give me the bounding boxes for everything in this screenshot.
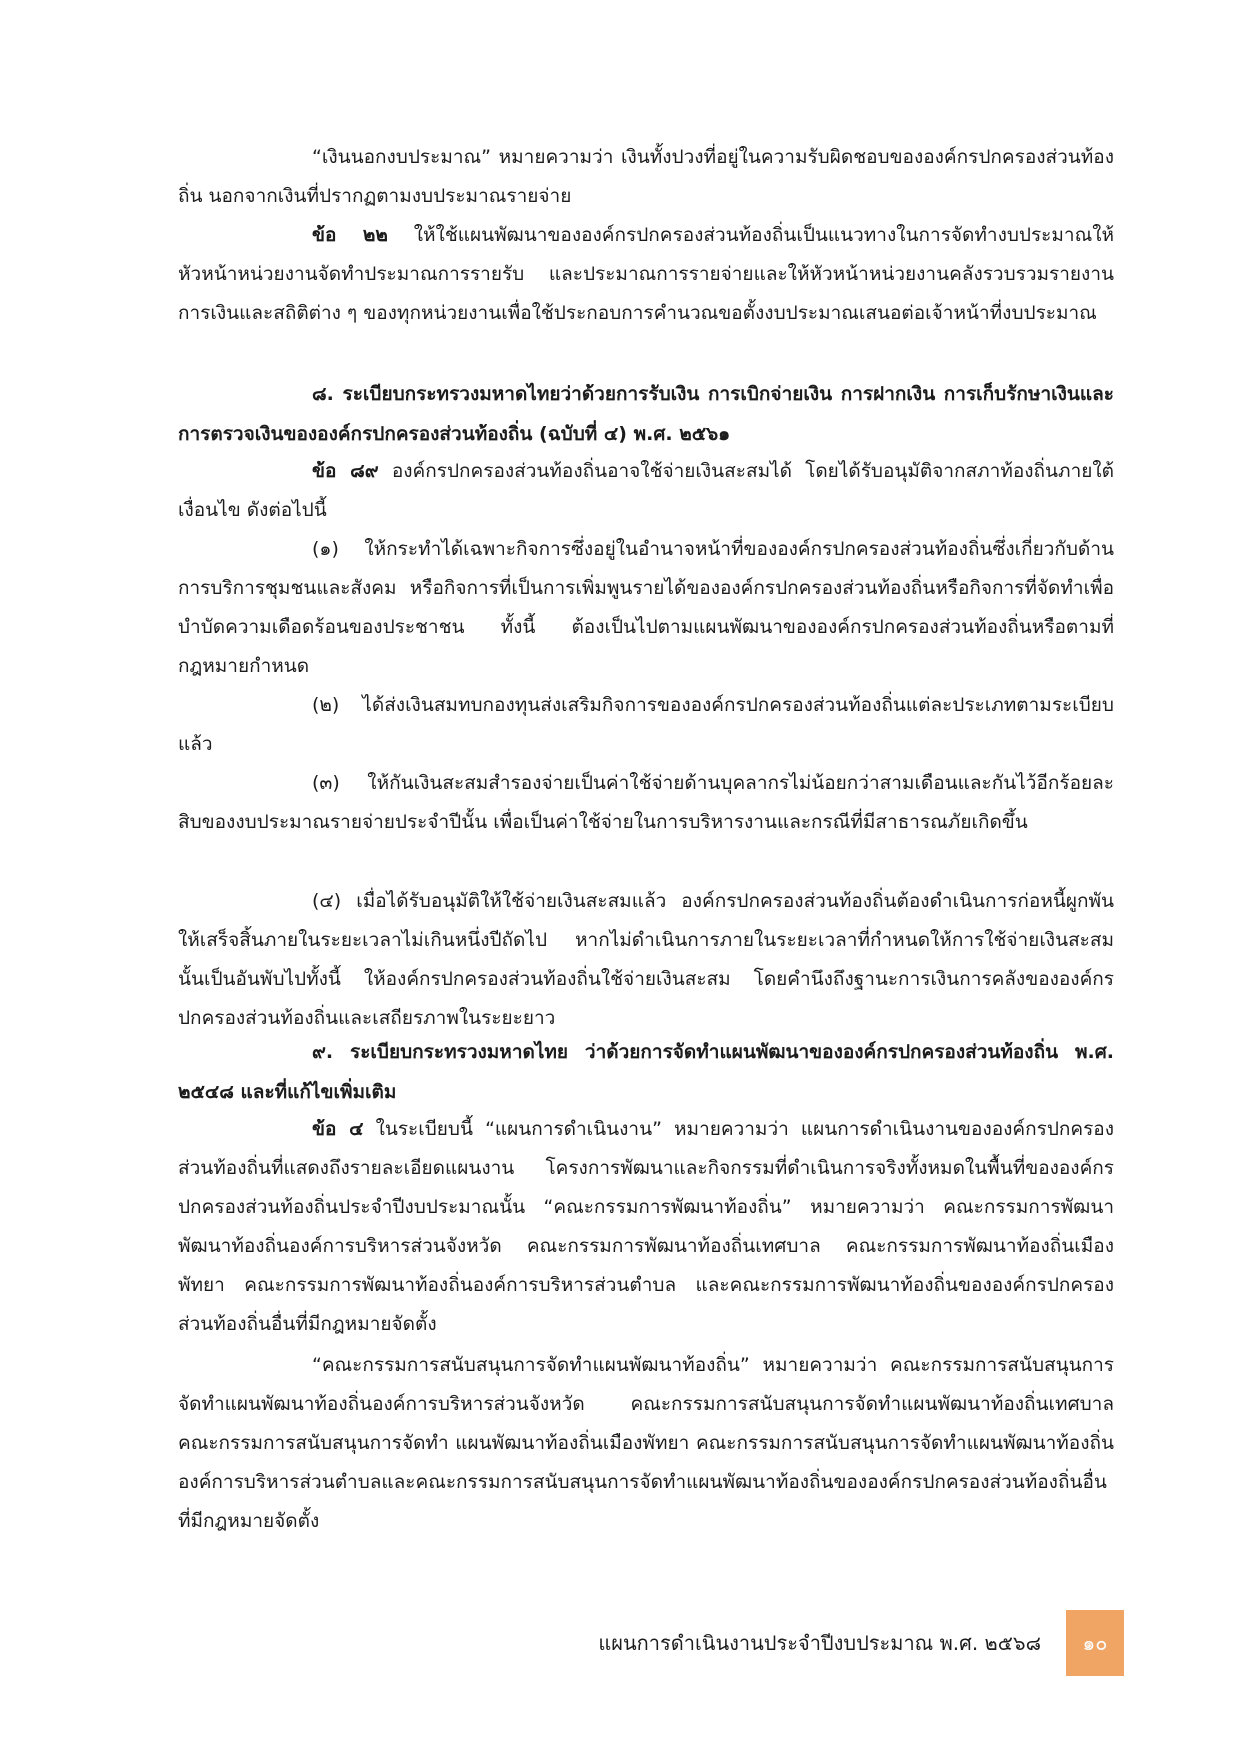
paragraph-item-4 — [178, 882, 1114, 1038]
section-heading-9: ๙. ระเบียบกระทรวงมหาดไทย ว่าด้วยการจัดทำแผนพัฒนาขององค์กรปกครองส่วนท้องถิ่น พ.ศ. ๒๕๔๘ และที่แก้ไขเพิ่มเติม — [178, 1041, 1114, 1103]
paragraph-item-1 — [178, 530, 1114, 686]
page-number-badge: ๑๐ — [1066, 1610, 1124, 1676]
paragraph-text: ให้ใช้แผนพัฒนาขององค์กรปกครองส่วนท้องถิ่นเป็นแนวทางในการจัดทำงบประมาณให้หัวหน้าหน่วยงานจัดทำประมาณการรายรับ และประมาณการรายจ่ายและให้หัวหน้าหน่วยงานคลังรวบรวมรายงานการเงินและสถิติต่าง ๆ ของทุกหน่วยงานเพื่อใช้ประกอบการคำนวณขอตั้งงบประมาณเสนอต่อเจ้าหน้าที่งบประมาณ — [178, 224, 1114, 324]
section-heading-8: ๘. ระเบียบกระทรวงมหาดไทยว่าด้วยการรับเงิน การเบิกจ่ายเงิน การฝากเงิน การเก็บรักษาเงินและการตรวจเงินขององค์กรปกครองส่วนท้องถิ่น (ฉบับที่ ๔) พ.ศ. ๒๕๖๑ — [178, 383, 1114, 445]
paragraph-clause-4 — [178, 1110, 1114, 1344]
paragraph-item-2 — [178, 686, 1114, 764]
clause-label: ข้อ ๔ — [312, 1118, 364, 1140]
paragraph-text: (๑) ให้กระทำได้เฉพาะกิจการซึ่งอยู่ในอำนาจหน้าที่ขององค์กรปกครองส่วนท้องถิ่นซึ่งเกี่ยวกับด้านการบริการชุมชนและสังคม หรือกิจการที่เป็นการเพิ่มพูนรายได้ขององค์กรปกครองส่วนท้องถิ่นหรือกิจการที่จัดทำเพื่อบำบัดความเดือดร้อนของประชาชน ทั้งนี้ ต้องเป็นไปตามแผนพัฒนาขององค์กรปกครองส่วนท้องถิ่นหรือตามที่กฎหมายกำหนด — [178, 538, 1114, 677]
paragraph-support-committee-definition — [178, 1346, 1114, 1541]
paragraph-item-3 — [178, 764, 1114, 842]
paragraph-text: “เงินนอกงบประมาณ” หมายความว่า เงินทั้งปวงที่อยู่ในความรับผิดชอบขององค์กรปกครองส่วนท้องถิ่น นอกจากเงินที่ปรากฏตามงบประมาณรายจ่าย — [178, 146, 1114, 207]
paragraph-off-budget-definition — [178, 138, 1114, 216]
paragraph-text: องค์กรปกครองส่วนท้องถิ่นอาจใช้จ่ายเงินสะสมได้ โดยได้รับอนุมัติจากสภาท้องถิ่นภายใต้เงื่อนไข ดังต่อไปนี้ — [178, 460, 1114, 521]
paragraph-text: (๒) ได้ส่งเงินสมทบกองทุนส่งเสริมกิจการขององค์กรปกครองส่วนท้องถิ่นแต่ละประเภทตามระเบียบแล้ว — [178, 694, 1114, 755]
paragraph-text: (๔) เมื่อได้รับอนุมัติให้ใช้จ่ายเงินสะสมแล้ว องค์กรปกครองส่วนท้องถิ่นต้องดำเนินการก่อหนี้ผูกพันให้เสร็จสิ้นภายในระยะเวลาไม่เกินหนึ่งปีถัดไป หากไม่ดำเนินการภายในระยะเวลาที่กำหนดให้การใช้จ่ายเงินสะสมนั้นเป็นอันพับไปทั้งนี้ ให้องค์กรปกครองส่วนท้องถิ่นใช้จ่ายเงินสะสม โดยคำนึงถึงฐานะการเงินการคลังขององค์กรปกครองส่วนท้องถิ่นและเสถียรภาพในระยะยาว — [178, 890, 1114, 1029]
paragraph-text: ในระเบียบนี้ “แผนการดำเนินงาน” หมายความว่า แผนการดำเนินงานขององค์กรปกครองส่วนท้องถิ่นที่แสดงถึงรายละเอียดแผนงาน โครงการพัฒนาและกิจกรรมที่ดำเนินการจริงทั้งหมดในพื้นที่ขององค์กรปกครองส่วนท้องถิ่นประจำปีงบประมาณนั้น “คณะกรรมการพัฒนาท้องถิ่น” หมายความว่า คณะกรรมการพัฒนาพัฒนาท้องถิ่นองค์การบริหารส่วนจังหวัด คณะกรรมการพัฒนาท้องถิ่นเทศบาล คณะกรรมการพัฒนาท้องถิ่นเมืองพัทยา คณะกรรมการพัฒนาท้องถิ่นองค์การบริหารส่วนตำบล และคณะกรรมการพัฒนาท้องถิ่นขององค์กรปกครองส่วนท้องถิ่นอื่นที่มีกฎหมายจัดตั้ง — [178, 1118, 1114, 1335]
paragraph-clause-89 — [178, 452, 1114, 530]
paragraph-text: “คณะกรรมการสนับสนุนการจัดทำแผนพัฒนาท้องถิ่น” หมายความว่า คณะกรรมการสนับสนุนการจัดทำแผนพัฒนาท้องถิ่นองค์การบริหารส่วนจังหวัด คณะกรรมการสนับสนุนการจัดทำแผนพัฒนาท้องถิ่นเทศบาล คณะกรรมการสนับสนุนการจัดทำ แผนพัฒนาท้องถิ่นเมืองพัทยา คณะกรรมการสนับสนุนการจัดทำแผนพัฒนาท้องถิ่นองค์การบริหารส่วนตำบลและคณะกรรมการสนับสนุนการจัดทำแผนพัฒนาท้องถิ่นขององค์กรปกครองส่วนท้องถิ่นอื่น ที่มีกฎหมายจัดตั้ง — [178, 1354, 1114, 1532]
paragraph-clause-22 — [178, 216, 1114, 333]
paragraph-text: (๓) ให้กันเงินสะสมสำรองจ่ายเป็นค่าใช้จ่ายด้านบุคลากรไม่น้อยกว่าสามเดือนและกันไว้อีกร้อยละสิบของงบประมาณรายจ่ายประจำปีนั้น เพื่อเป็นค่าใช้จ่ายในการบริหารงานและกรณีที่มีสาธารณภัยเกิดขึ้น — [178, 772, 1114, 833]
footer-document-title: แผนการดำเนินงานประจำปีงบประมาณ พ.ศ. ๒๕๖๘ — [598, 1631, 1041, 1655]
clause-label: ข้อ ๘๙ — [312, 460, 379, 482]
clause-label: ข้อ ๒๒ — [312, 224, 388, 246]
